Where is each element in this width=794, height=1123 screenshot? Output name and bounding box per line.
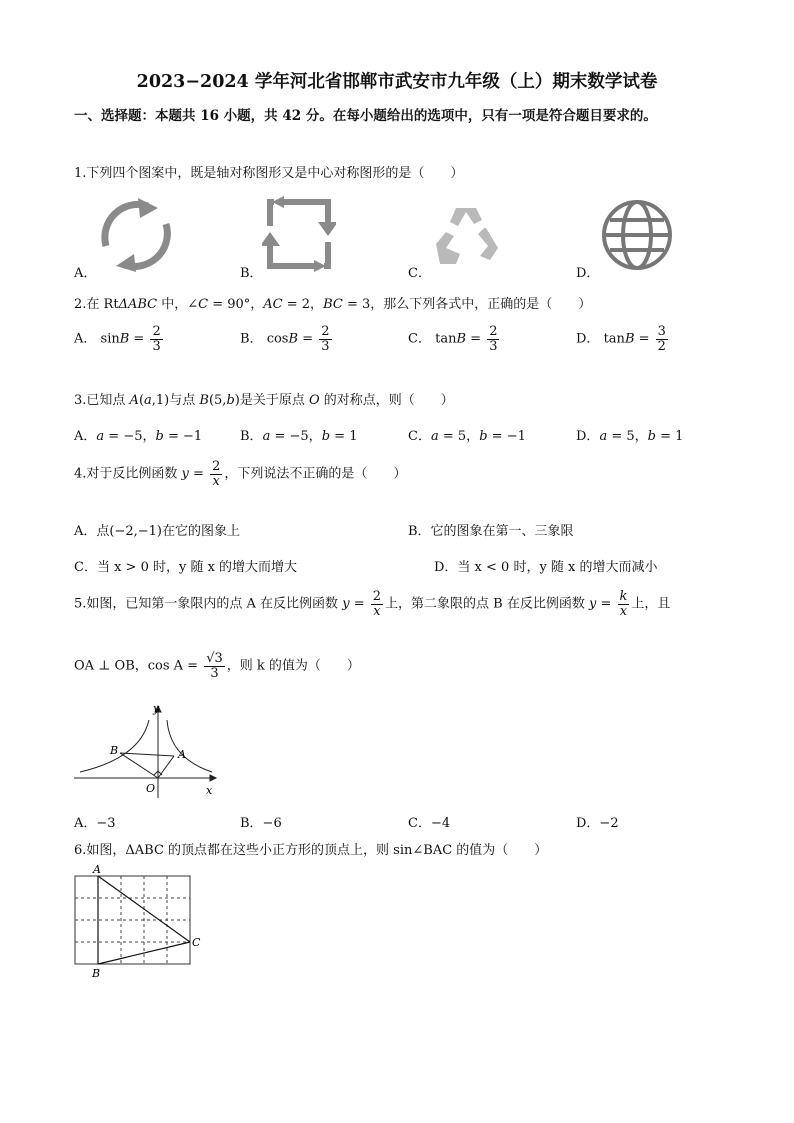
q1-figure-a-recycle-arrows-icon [94,196,178,274]
q3-stem: 3.已知点 A(a,1)与点 B(5,b)是关于原点 O 的对称点，则（ ） [74,393,454,408]
q2-option-c[interactable]: C． tanB = $\frac{2}{3}$ [408,324,498,354]
q5-label-x: x [206,784,213,797]
q1-stem: 1.下列四个图案中，既是轴对称图形又是中心对称图形的是（ ） [74,166,464,181]
q5-stem-line1: 5.如图，已知第一象限内的点 A 在反比例函数 y = $\frac{2}{x}$ 上，第二象限的点 B 在反比例函数 y = $\frac{k}{x}$ 上，且 [74,589,671,619]
q1-option-d[interactable]: D． [576,266,600,281]
q1-option-b[interactable]: B． [240,266,263,281]
q5-option-b[interactable]: B．−6 [240,816,282,831]
q2-option-a[interactable]: A． sinB = $\frac{2}{3}$ [74,324,161,354]
q5-label-y: y [153,702,160,715]
q3-option-b[interactable]: B．a = −5，b = 1 [240,429,358,444]
q6-figure [70,862,210,982]
q6-grid-lines [75,876,190,964]
q2-stem: 2.在 RtΔABC 中，∠C = 90°，AC = 2，BC = 3，那么下列各式中，正确的是（ ） [74,297,592,312]
q5-figure [70,702,220,800]
exam-title: 2023−2024 学年河北省邯郸市武安市九年级（上）期末数学试卷 [136,72,658,92]
q4-option-a[interactable]: A．点(−2,−1)在它的图象上 [74,524,240,539]
q4-stem: 4.对于反比例函数 y = $\frac{2}{x}$ ，下列说法不正确的是（ ） [74,459,407,489]
q3-option-c[interactable]: C．a = 5，b = −1 [408,429,526,444]
q1-figure-b-square-arrows-icon [262,196,336,272]
q5-option-d[interactable]: D．−2 [576,816,619,831]
section-header: 一、选择题：本题共 16 小题，共 42 分。在每小题给出的选项中，只有一项是符合题目要求的。 [74,108,657,124]
q2-option-b[interactable]: B． cosB = $\frac{2}{3}$ [240,324,330,354]
q6-stem: 6.如图，ΔABC 的顶点都在这些小正方形的顶点上，则 sin∠BAC 的值为（ ） [74,843,548,858]
q3-option-d[interactable]: D．a = 5，b = 1 [576,429,684,444]
q6-label-b: B [92,967,101,980]
q4-option-c[interactable]: C．当 x > 0 时，y 随 x 的增大而增大 [74,560,298,575]
q5-label-b: B [110,744,119,757]
q5-stem-line2: OA ⊥ OB，cos A = $\frac{√3}{3}$ ，则 k 的值为（ ） [74,651,360,681]
q4-option-d[interactable]: D．当 x < 0 时，y 随 x 的增大而减小 [434,560,658,575]
q5-label-o: O [146,782,156,795]
q4-option-b[interactable]: B．它的图象在第一、三象限 [408,524,574,539]
q6-label-a: A [93,863,101,876]
q3-option-a[interactable]: A．a = −5，b = −1 [74,429,203,444]
q2-option-d[interactable]: D． tanB = $\frac{3}{2}$ [576,324,666,354]
q1-figure-c-recycle-triangle-icon [430,204,502,270]
q5-option-c[interactable]: C．−4 [408,816,451,831]
q1-option-a[interactable]: A． [74,266,97,281]
q5-option-a[interactable]: A．−3 [74,816,116,831]
q1-option-c[interactable]: C． [408,266,431,281]
q6-label-c: C [192,936,201,949]
q1-figure-d-globe-icon [600,198,674,272]
q5-curve-first-quadrant [167,720,212,772]
q5-label-a: A [178,748,186,761]
